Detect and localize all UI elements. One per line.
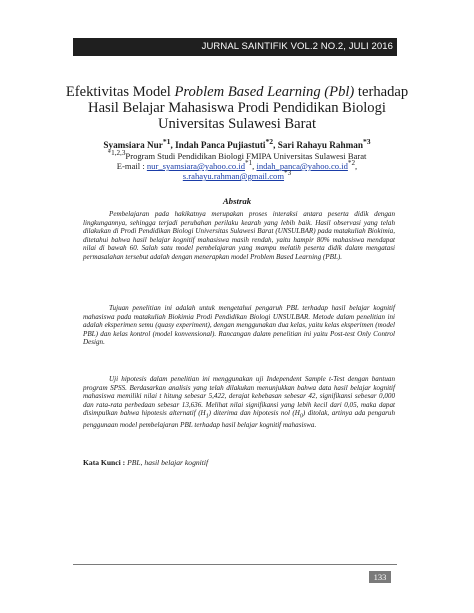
abstract-heading: Abstrak — [222, 196, 252, 206]
abstract-p3-text-c: ) ditolak, artinya ada pengaruh penggunaan model pembelajaran PBL terhadap hasil belajar kognitif mahasiswa. — [83, 409, 395, 430]
title-line2: Hasil Belajar Mahasiswa Prodi Pendidikan Biologi — [88, 100, 386, 116]
keywords — [83, 458, 395, 467]
email-3-sup: *3 — [284, 169, 292, 177]
author-3: Sari Rahayu Rahman — [277, 140, 363, 151]
email-1-sup: *1 — [245, 159, 253, 167]
affiliation-text: Program Studi Pendidikan Biologi FMIPA Universitas Sulawesi Barat — [125, 150, 367, 161]
author-3-sup: *3 — [362, 137, 371, 146]
abstract-p2-text: Tujuan penelitian ini adalah untuk mengetahui pengaruh PBL terhadap hasil belajar kognitif mahasiswa pada matakuliah Biokimia Prodi Pendidikan Biologi UNSULBAR. Metode dalam penelitian ini adalah eksperimen semu (quasy experiment), dengan menggunakan dua kelas, yaitu kelas eksperimen (model PBL) dan kelas kontrol (model konvensional). Rancangan dalam penelitian ini yaitu Post-test Only Control Design. — [83, 304, 395, 347]
abstract-p3-text-b: ) diterima dan hipotesis nol (H — [208, 409, 300, 418]
author-1-sup: *1 — [162, 137, 171, 146]
email-line-2 — [60, 169, 414, 181]
title-italic: Problem Based Learning (Pbl) — [174, 84, 355, 100]
email-link-2[interactable]: indah_panca@yahoo.co.id — [256, 160, 348, 171]
abstract-paragraph-2 — [83, 304, 395, 347]
affiliation-sup: *1,2,3 — [107, 149, 126, 157]
title-part1: Efektivitas Model — [65, 84, 175, 100]
abstract-p3-text-a: Uji hipotesis dalam penelitian ini menggunakan uji Independent Sample t-Test dengan bantuan program SPSS. Berdasarkan analisis yang telah dilakukan menunjukkan bahwa data hasil belajar kognitif mahasiswa memiliki nilai t hitung sebesar 5,422, derajat kebebasan sebesar 42, signifikansi sebesar 0,000 dan rata-rata perbedaan sebesar 13,636. Melihat nilai signifikansi yang lebih kecil dari 0,05, maka dapat disimpulkan bahwa hipotesis alternatif (H — [83, 375, 395, 418]
abstract-p3-sub-0: 0 — [299, 413, 303, 420]
author-2-sup: *2 — [265, 137, 274, 146]
keywords-value: PBL, hasil belajar kognitif — [125, 458, 209, 467]
title-line3: Universitas Sulawesi Barat — [157, 116, 317, 132]
keywords-label: Kata Kunci : — [83, 458, 126, 467]
author-1: Syamsiara Nur — [103, 140, 163, 151]
journal-header: JURNAL SAINTIFIK VOL.2 NO.2, JULI 2016 — [201, 41, 393, 52]
footer-rule — [73, 564, 397, 565]
email-2-sup: *2 — [347, 159, 356, 167]
abstract-p1-text: Pembelajaran pada hakikatnya merupakan proses interaksi antara peserta didik dengan lingkungannya, sehingga terjadi perubahan perilaku kearah yang lebih baik. Hasil observasi yang telah dilakukan di Prodi Pendidikan Biologi Universitas Sulawesi Barat (UNSULBAR) pada matakuliah Biokimia, ditetahui bahwa hasil belajar kognitif mahasiswa masih rendah, yaitu hampir 80% mahasiswa mendapat nilai di bawah 60. Salah satu model pembelajaran yang mampu melatih peserta didik dalam mengatasi permasalahan tersebut adalah dengan menerapkan model Problem Based Learning (PBL). — [83, 210, 395, 261]
email-line: E-mail : $nur\_syamsiara@yahoo.co.id^{*1}$, $indah\_panca@yahoo.co.id^{*2}$, — [116, 159, 358, 171]
abstract-p3-sub-1: 1 — [205, 413, 209, 420]
email-label: E-mail : — [116, 160, 147, 171]
abstract-paragraph-3 — [83, 375, 395, 430]
author-list: Syamsiara Nur$^{*1}$, Indah Panca Pujiastuti$^{*2}$, Sari Rahayu Rahman$^{*3}$ — [103, 137, 371, 151]
email-link-3[interactable]: s.rahayu.rahman@gmail.com — [182, 170, 285, 181]
author-2: Indah Panca Pujiastuti — [175, 140, 266, 151]
email-link-1[interactable]: nur_syamsiara@yahoo.co.id — [146, 160, 245, 171]
abstract-paragraph-1 — [83, 210, 395, 261]
title-part2: terhadap — [354, 84, 409, 100]
page-number: 133 — [373, 572, 387, 582]
paper-title — [60, 84, 414, 132]
